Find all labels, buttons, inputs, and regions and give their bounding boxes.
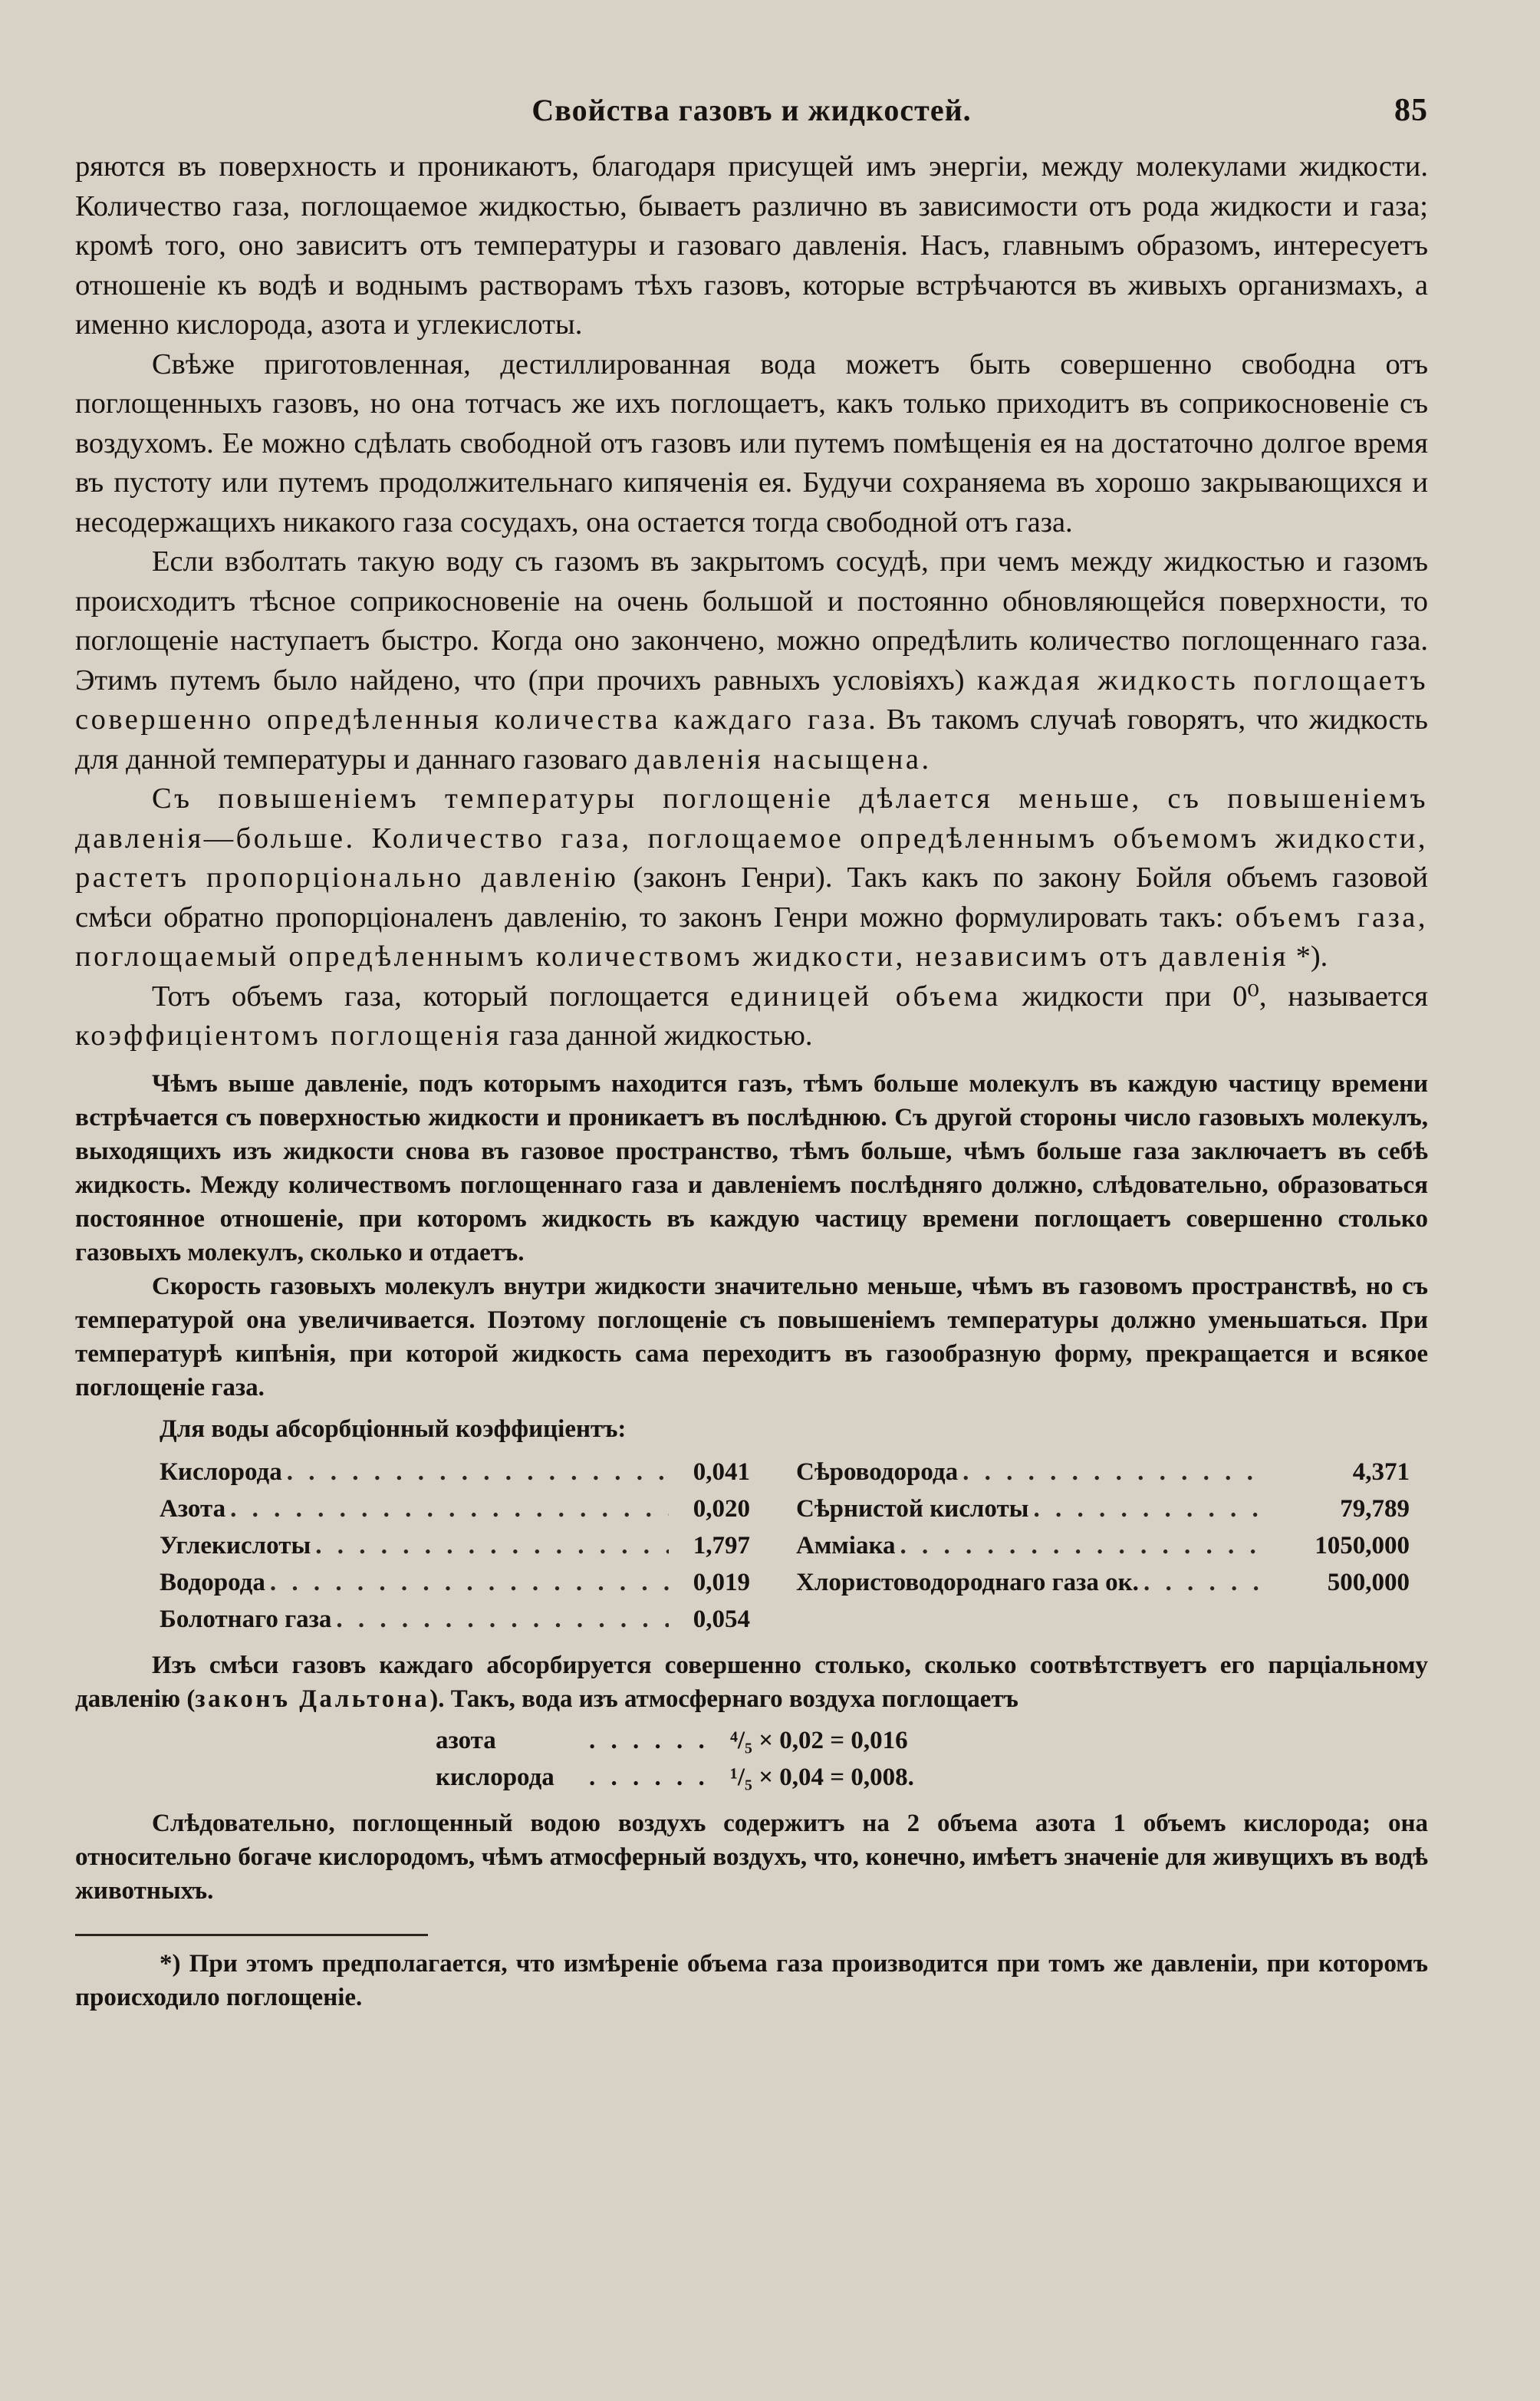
emphasis-spaced: объемъ газа, поглощаемый опредѣленнымъ количествомъ жидкости, независимъ отъ давленія bbox=[75, 901, 1428, 973]
calc-expression: ¹/₅ × 0,04 = 0,008. bbox=[730, 1763, 914, 1791]
footnote: *) При этомъ предполагается, что измѣреніе объема газа производится при томъ же давленіи, при которомъ происходило поглощеніе. bbox=[75, 1949, 1428, 2011]
absorption-table-title: Для воды абсорбціонный коэффиціентъ: bbox=[160, 1415, 627, 1443]
gas-value: 4,371 bbox=[1352, 1457, 1410, 1486]
conclusion-section bbox=[75, 1807, 1428, 1908]
gas-name: Азота bbox=[160, 1494, 226, 1523]
text-run: . bbox=[921, 743, 930, 776]
gas-name: Водорода bbox=[160, 1568, 265, 1596]
calc-expression: ⁴/₅ × 0,02 = 0,016 bbox=[730, 1726, 908, 1754]
gas-value: 1050,000 bbox=[1315, 1531, 1410, 1559]
text-run: Изъ смѣси газовъ каждаго абсорбируется совершенно столько, сколько соотвѣтствуетъ его парціальному давленію ( bbox=[75, 1651, 1428, 1713]
gas-value: 79,789 bbox=[1340, 1494, 1410, 1523]
gas-value: 0,019 bbox=[693, 1568, 750, 1596]
gas-name: Сѣрнистой кислоты bbox=[796, 1494, 1029, 1523]
leader-dots bbox=[287, 1454, 669, 1490]
table-row bbox=[160, 1564, 750, 1601]
gas-value: 500,000 bbox=[1327, 1568, 1410, 1596]
emphasis-spaced: Съ повышеніемъ температуры поглощеніе дѣлается меньше, съ повышеніемъ давленія—больше. Количество газа, поглощаемое опредѣленнымъ объемомъ жидкости, растетъ пропорціонально давленію bbox=[75, 782, 1428, 894]
leader-dots bbox=[1033, 1490, 1267, 1527]
small-paragraph: Чѣмъ выше давленіе, подъ которымъ находится газъ, тѣмъ больше молекулъ въ каждую частицу времени встрѣчается съ поверхностью жидкости и проникаетъ въ послѣднюю. Съ другой стороны число газовыхъ молекулъ, выходящихъ изъ жидкости снова въ газовое пространство, тѣмъ больше, чѣмъ больше газа заключаетъ въ себѣ жидкость. Между количествомъ поглощеннаго газа и давленіемъ послѣдняго должно, слѣдовательно, образоваться постоянное отношеніе, при которомъ жидкость въ каждую частицу времени поглощаетъ совершенно столько газовыхъ молекулъ, сколько и отдаетъ. bbox=[75, 1069, 1428, 1266]
paragraph: ряются въ поверхность и проникаютъ, благодаря присущей имъ энергіи, между молекулами жидкости. Количество газа, поглощаемое жидкостью, бываетъ различно въ зависимости отъ рода жидкости и газа; кромѣ того, оно зависитъ отъ температуры и газоваго давленія. Насъ, главнымъ образомъ, интересуетъ отношеніе къ водѣ и воднымъ растворамъ тѣхъ газовъ, которые встрѣчаются въ живыхъ организмахъ, а именно кислорода, азота и углекислоты. bbox=[75, 150, 1428, 341]
table-row bbox=[796, 1527, 1410, 1564]
gas-name: Хлористоводороднаго газа ок. bbox=[796, 1568, 1139, 1596]
table-row bbox=[160, 1601, 750, 1638]
leader-dots bbox=[336, 1601, 669, 1638]
emphasis-spaced: каждая жидкость поглощаетъ совершенно опредѣленныя количества каждаго газа bbox=[75, 664, 1428, 736]
paragraph bbox=[75, 779, 1428, 977]
leader-dots bbox=[589, 1722, 719, 1759]
running-title: Свойства газовъ и жидкостей. bbox=[531, 93, 972, 127]
text-run: газа данной жидкостью. bbox=[502, 1019, 813, 1052]
small-paragraph: Скорость газовыхъ молекулъ внутри жидкости значительно меньше, чѣмъ въ газовомъ пространствѣ, но съ температурой она увеличивается. Поэтому поглощеніе съ повышеніемъ температуры должно уменьшаться. При температурѣ кипѣнія, при которой жидкость сама переходитъ въ газообразную форму, прекращается и всякое поглощеніе газа. bbox=[75, 1272, 1428, 1401]
small-paragraph bbox=[75, 1648, 1428, 1716]
leader-dots bbox=[589, 1759, 719, 1796]
emphasis-spaced: единицей объема bbox=[730, 980, 1001, 1013]
page-header bbox=[75, 92, 1428, 147]
absorption-column-right bbox=[796, 1454, 1410, 1601]
absorption-calculation bbox=[436, 1722, 1428, 1796]
leader-dots bbox=[315, 1527, 669, 1564]
small-paragraph: Слѣдовательно, поглощенный водою воздухъ содержитъ на 2 объема азота 1 объемъ кислорода; она относительно богаче кислородомъ, чѣмъ атмосферный воздухъ, что, конечно, имѣетъ значеніе для живущихъ въ водѣ животныхъ. bbox=[75, 1809, 1428, 1905]
text-run: (законъ Генри). Такъ какъ по закону Бойля объемъ газовой смѣси обратно пропорціоналенъ давленію, то законъ Генри можно формулировать такъ: bbox=[75, 861, 1428, 934]
leader-dots bbox=[270, 1564, 669, 1601]
leader-dots bbox=[1143, 1564, 1267, 1601]
gas-name: Углекислоты bbox=[160, 1531, 311, 1559]
text-run: . Въ такомъ случаѣ говорятъ, что жидкость для данной температуры и даннаго газоваго bbox=[75, 703, 1428, 776]
gas-value: 1,797 bbox=[693, 1531, 750, 1559]
emphasis-spaced: коэффиціентомъ поглощенія bbox=[75, 1019, 502, 1052]
main-text bbox=[75, 147, 1428, 1056]
table-row bbox=[796, 1564, 1410, 1601]
paragraph: Свѣже приготовленная, дестиллированная вода можетъ быть совершенно свободна отъ поглощенныхъ газовъ, но она тотчасъ же ихъ поглощаетъ, какъ только приходитъ въ соприкосновеніе съ воздухомъ. Ее можно сдѣлать свободной отъ газовъ или путемъ помѣщенія ея на достаточно долгое время въ пустоту или путемъ продолжительнаго кипяченія ея. Будучи сохраняема въ хорошо закрывающихся и несодержащихъ никакого газа сосудахъ, она остается тогда свободной отъ газа. bbox=[75, 347, 1428, 538]
leader-dots bbox=[962, 1454, 1267, 1490]
table-row bbox=[160, 1490, 750, 1527]
gas-value: 0,020 bbox=[693, 1494, 750, 1523]
leader-dots bbox=[900, 1527, 1267, 1564]
table-row bbox=[796, 1454, 1410, 1490]
gas-name: Кислорода bbox=[160, 1457, 282, 1486]
text-run: жидкости при 0⁰, называется bbox=[1000, 980, 1428, 1013]
gas-name: Амміака bbox=[796, 1531, 896, 1559]
text-run: Если взболтать такую воду съ газомъ въ закрытомъ сосудѣ, при чемъ между жидкостью и газомъ происходитъ тѣсное соприкосновеніе на очень большой и постоянно обновляющейся поверхности, то поглощеніе наступаетъ быстро. Когда оно закончено, можно опредѣлить количество поглощеннаго газа. Этимъ путемъ было найдено, что (при прочихъ равныхъ условіяхъ) bbox=[75, 545, 1428, 697]
calc-row bbox=[436, 1759, 1428, 1796]
emphasis-spaced: законъ Дальтона bbox=[195, 1685, 430, 1713]
dalton-section bbox=[75, 1648, 1428, 1716]
paragraph bbox=[75, 977, 1428, 1056]
calc-row bbox=[436, 1722, 1428, 1759]
calc-label: азота bbox=[436, 1726, 496, 1754]
absorption-table bbox=[75, 1454, 1428, 1638]
absorption-column-left bbox=[160, 1454, 750, 1638]
calc-label: кислорода bbox=[436, 1763, 554, 1791]
gas-value: 0,054 bbox=[693, 1605, 750, 1633]
page-number: 85 bbox=[1394, 93, 1428, 128]
small-print-section bbox=[75, 1067, 1428, 1405]
leader-dots bbox=[230, 1490, 669, 1527]
gas-name: Болотнаго газа bbox=[160, 1605, 332, 1633]
table-row bbox=[796, 1490, 1410, 1527]
emphasis-spaced: давленія насыщена bbox=[634, 743, 922, 776]
table-row bbox=[160, 1454, 750, 1490]
gas-value: 0,041 bbox=[693, 1457, 750, 1486]
gas-name: Сѣроводорода bbox=[796, 1457, 959, 1486]
paragraph bbox=[75, 542, 1428, 779]
table-row bbox=[160, 1527, 750, 1564]
footnote-divider bbox=[75, 1934, 428, 1936]
text-run: Тотъ объемъ газа, который поглощается bbox=[152, 980, 731, 1013]
text-run: ). Такъ, вода изъ атмосфернаго воздуха поглощаетъ bbox=[429, 1685, 1018, 1713]
text-run: *). bbox=[1288, 940, 1328, 973]
